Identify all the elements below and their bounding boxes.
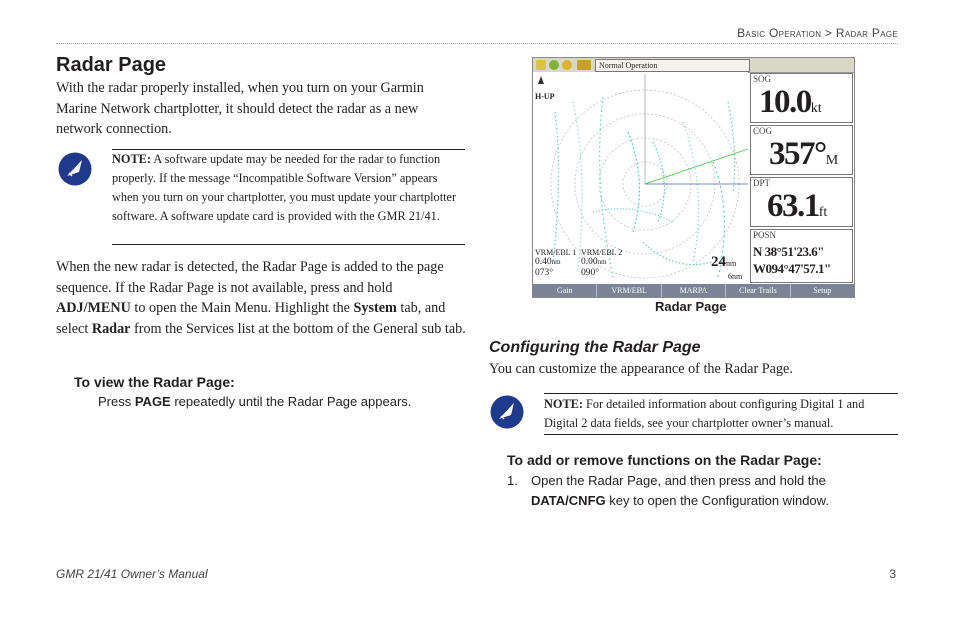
vrm1-distance: 0.40	[535, 257, 552, 267]
range-unit: nm	[726, 259, 737, 268]
header-rule	[56, 43, 898, 44]
softkey-setup[interactable]: Setup	[813, 286, 832, 295]
posn-label: POSN	[753, 230, 777, 240]
softkey-bar	[533, 284, 854, 297]
softkey-gain[interactable]: Gain	[533, 284, 597, 297]
key-name: Radar	[91, 320, 131, 337]
softkey-clear-trails[interactable]: Clear Trails	[726, 284, 790, 297]
detection-paragraph	[56, 257, 466, 339]
breadcrumb: Basic Operation > Radar Page	[737, 26, 898, 40]
posn-panel	[750, 229, 853, 283]
cog-panel	[750, 125, 853, 175]
text-run: Press	[98, 394, 135, 409]
text-run: key to open the Configuration window.	[605, 492, 829, 508]
signal-icon	[577, 60, 591, 70]
vrm1-unit: nm	[551, 258, 561, 266]
text-run: repeatedly until the Radar Page appears.	[170, 394, 412, 409]
text-run: from the Services list at the bottom of the General sub tab.	[130, 320, 466, 337]
key-name: DATA/CNFG	[531, 492, 606, 508]
radar-status-icon	[562, 60, 572, 70]
posn-lat: N 38°51'23.6"	[753, 244, 824, 259]
text-run: tab, and select	[56, 300, 446, 337]
vrm2-distance: 0.00	[581, 257, 598, 267]
step-number: 1.	[507, 473, 518, 488]
vrm1-label: VRM/EBL 1	[535, 248, 577, 257]
sog-unit: kt	[810, 101, 822, 116]
orientation-label: H-UP	[535, 92, 555, 101]
softkey-vrm-ebl[interactable]: VRM/EBL	[597, 284, 661, 297]
procedure-step	[98, 394, 411, 409]
cog-label: COG	[753, 126, 773, 136]
procedure-heading: To view the Radar Page:	[74, 374, 235, 390]
note-icon	[58, 152, 92, 186]
note-body: A software update may be needed for the radar to function properly. If the message “Incompatible Software Version” appears when you turn on your chartplotter, you must update your chartplotter software. A software update card is provided with the GMR 21/41.	[112, 152, 457, 223]
home-icon	[536, 60, 546, 70]
note-label: NOTE:	[544, 397, 583, 411]
dpt-unit: ft	[818, 205, 828, 220]
vrm2-bearing: 090°	[581, 268, 600, 278]
text-run: Open the Radar Page, and then press and hold the	[531, 473, 826, 488]
key-name: ADJ/MENU	[56, 300, 131, 316]
vrm2-label: VRM/EBL 2	[581, 248, 623, 257]
sog-panel	[750, 73, 853, 123]
ring-unit: nm	[732, 272, 743, 281]
gps-icon	[549, 60, 559, 70]
ring-value: 6	[728, 272, 732, 281]
radar-status-field: Normal Operation	[595, 59, 750, 72]
radar-screenshot	[532, 57, 855, 298]
text-run: to open the Main Menu. Highlight the	[130, 300, 354, 316]
section-heading: Configuring the Radar Page	[489, 339, 701, 356]
note-text	[544, 395, 896, 433]
sog-label: SOG	[753, 74, 772, 84]
cog-value: 357°	[769, 136, 826, 172]
note-box	[544, 393, 898, 435]
dpt-panel	[750, 177, 853, 227]
sog-value: 10.0	[759, 84, 811, 120]
text-run: When the new radar is detected, the Radar Page is added to the page sequence. If the Radar Page is not available, press and hold	[56, 259, 444, 296]
radar-toolbar	[533, 58, 854, 73]
intro-paragraph: With the radar properly installed, when you turn on your Garmin Marine Network chartplotter, it should detect the radar as a new network connection.	[56, 80, 424, 137]
vrm2-unit: nm	[597, 258, 607, 266]
range-value: 24	[711, 254, 726, 270]
page-number: 3	[889, 567, 896, 581]
note-box	[112, 149, 465, 245]
procedure-step	[507, 471, 867, 510]
dpt-value: 63.1	[767, 188, 819, 224]
vrm1-bearing: 073°	[535, 268, 554, 278]
softkey-marpa[interactable]: MARPA	[662, 284, 726, 297]
note-icon	[490, 395, 524, 429]
config-paragraph: You can customize the appearance of the Radar Page.	[489, 361, 793, 377]
footer-manual-title: GMR 21/41 Owner’s Manual	[56, 567, 208, 581]
figure-caption: Radar Page	[655, 299, 727, 314]
note-body: For detailed information about configuring Digital 1 and Digital 2 data fields, see your chartplotter owner’s manual.	[544, 397, 865, 430]
note-label: NOTE:	[112, 152, 151, 166]
dpt-label: DPT	[753, 178, 771, 188]
procedure-heading: To add or remove functions on the Radar Page:	[507, 452, 822, 468]
page-title: Radar Page	[56, 54, 167, 76]
cog-unit: M	[825, 153, 839, 168]
key-name: System	[353, 300, 397, 316]
note-text	[112, 150, 462, 226]
key-name: PAGE	[134, 394, 171, 409]
posn-lon: W094°47'57.1"	[753, 261, 831, 276]
